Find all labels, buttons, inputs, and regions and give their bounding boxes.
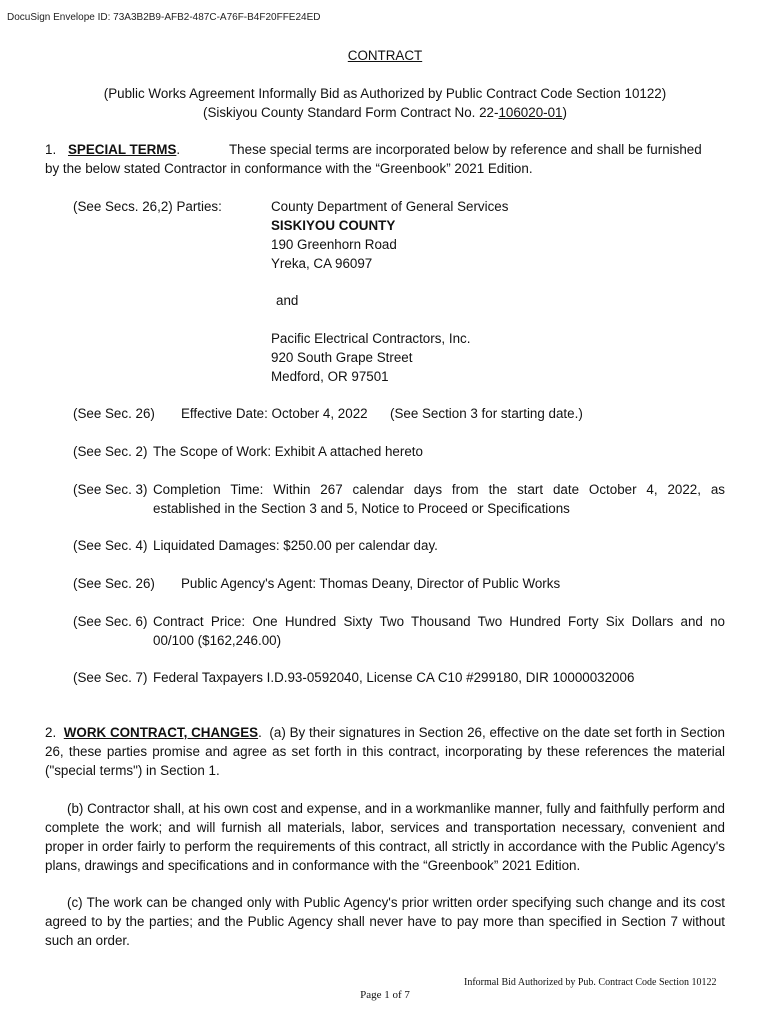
subtitle-prefix: (Siskiyou County Standard Form Contract No. 22- (203, 105, 499, 120)
section2-para-b: (b) Contractor shall, at his own cost and expense, and in a workmanlike manner, fully and faithfully perform and complete the work; and will furnish all materials, labor, services and transportation necessary, convenient and proper in order fairly to perform the requirements of this contract, all strictly in accordance with the Public Agency's plans, drawings and specifications and in conformance with the “Greenbook” 2021 Edition. (45, 801, 725, 873)
section2-heading-punct: . (258, 725, 262, 740)
parties-label: (See Secs. 26,2) Parties: (73, 199, 222, 214)
section1-heading (68, 140, 180, 159)
price-label: (See Sec. 6) (73, 614, 148, 629)
scope-text: The Scope of Work: Exhibit A attached hereto (153, 444, 423, 459)
agent-text: Public Agency's Agent: Thomas Deany, Director of Public Works (181, 576, 561, 591)
county-city: Yreka, CA 96097 (271, 256, 373, 271)
contractor-street: 920 South Grape Street (271, 350, 413, 365)
section1-heading-text: SPECIAL TERMS (68, 142, 177, 157)
contract-title (0, 46, 770, 65)
completion-line2: established in the Section 3 and 5, Notice to Proceed or Specifications (153, 501, 570, 516)
effective-date: Effective Date: October 4, 2022 (181, 406, 368, 421)
effective-note: (See Section 3 for starting date.) (390, 406, 583, 421)
section2-para-a-text: (a) By their signatures in Section 26, effective on the date set forth in Section 26, these parties promise and agree as set forth in this contract, incorporating by these references the material ("special terms") in Section 1. (45, 725, 725, 778)
effective-label: (See Sec. 26) (73, 406, 155, 421)
county-dept: County Department of General Services (271, 199, 509, 214)
liquidated-damages-text: Liquidated Damages: $250.00 per calendar day. (153, 538, 438, 553)
section2-para-a (45, 723, 725, 780)
section2-para-c: (c) The work can be changed only with Public Agency's prior written order specifying such change and its cost agreed to by the parties; and the Public Agency shall never have to pay more than specified in Section 7 without such an order. (45, 895, 725, 948)
subtitle-line1: (Public Works Agreement Informally Bid as Authorized by Public Contract Code Section 10122) (103, 86, 667, 101)
section1-intro-line2: by the below stated Contractor in conformance with the “Greenbook” 2021 Edition. (45, 161, 533, 176)
docusign-envelope-id: DocuSign Envelope ID: 73A3B2B9-AFB2-487C-A76F-B4F20FFE24ED (7, 12, 321, 23)
tax-text: Federal Taxpayers I.D.93-0592040, License CA C10 #299180, DIR 10000032006 (153, 670, 635, 685)
section1-number: 1. (45, 142, 57, 157)
contractor-name: Pacific Electrical Contractors, Inc. (271, 331, 471, 346)
contract-number: 106020-01 (498, 105, 563, 120)
tax-label: (See Sec. 7) (73, 670, 148, 685)
agent-label: (See Sec. 26) (73, 576, 155, 591)
price-line2: 00/100 ($162,246.00) (153, 633, 282, 648)
county-name: SISKIYOU COUNTY (271, 218, 396, 233)
section2-heading: WORK CONTRACT, CHANGES (63, 725, 259, 740)
price-line1: Contract Price: One Hundred Sixty Two Thousand Two Hundred Forty Six Dollars and no (153, 614, 725, 629)
section1-intro-line1: These special terms are incorporated below by reference and shall be furnished (229, 142, 702, 157)
completion-line1: Completion Time: Within 267 calendar days from the start date October 4, 2022, as (153, 482, 725, 497)
completion-label: (See Sec. 3) (73, 482, 148, 497)
footer-note: Informal Bid Authorized by Pub. Contract Code Section 10122 (464, 977, 717, 988)
section1-heading-punct: . (176, 142, 181, 157)
subtitle-suffix: ) (562, 105, 567, 120)
title-text: CONTRACT (347, 48, 423, 63)
county-street: 190 Greenhorn Road (271, 237, 397, 252)
liquidated-damages-label: (See Sec. 4) (73, 538, 148, 553)
subtitle-line2 (0, 103, 770, 122)
section2-number: 2. (45, 725, 57, 740)
contractor-city: Medford, OR 97501 (271, 369, 389, 384)
page-number: Page 1 of 7 (360, 989, 410, 1001)
scope-label: (See Sec. 2) (73, 444, 148, 459)
parties-and: and (276, 293, 299, 308)
